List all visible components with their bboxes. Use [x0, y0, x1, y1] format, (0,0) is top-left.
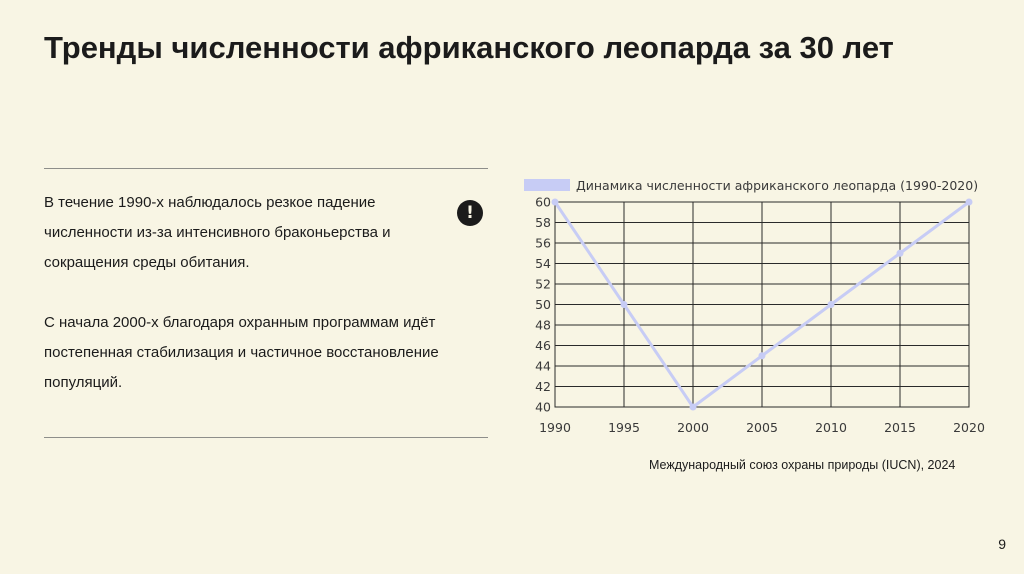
- slide-title: Тренды численности африканского леопарда за 30 лет: [44, 30, 894, 65]
- y-tick-label: 58: [535, 215, 551, 230]
- exclamation-circle-icon: !: [457, 200, 483, 226]
- data-point: [828, 301, 835, 308]
- chart-axes: [535, 195, 985, 436]
- chart-grid: [555, 202, 969, 407]
- y-tick-label: 46: [535, 338, 551, 353]
- source-caption: Международный союз охраны природы (IUCN), 2024: [649, 458, 956, 472]
- text-block: [44, 188, 464, 428]
- y-tick-label: 42: [535, 379, 551, 394]
- x-tick-label: 2020: [953, 420, 985, 435]
- y-tick-label: 60: [535, 194, 551, 210]
- x-tick-label: 1995: [608, 420, 640, 435]
- x-tick-label: 2015: [884, 420, 916, 435]
- x-tick-label: 1990: [539, 420, 571, 435]
- chart-svg: [516, 170, 996, 445]
- x-tick-label: 2005: [746, 420, 778, 435]
- chart-legend: [524, 178, 978, 193]
- y-tick-label: 56: [535, 235, 551, 251]
- x-tick-label: 2010: [815, 420, 847, 435]
- data-point: [690, 404, 697, 411]
- x-tick-label: 2000: [677, 420, 709, 435]
- legend-label: Динамика численности африканского леопарда (1990-2020): [576, 178, 979, 193]
- page-number: 9: [998, 536, 1006, 552]
- data-point: [552, 199, 559, 206]
- data-point: [897, 250, 904, 257]
- paragraph-recovery: С начала 2000-х благодаря охранным программам идёт постепенная стабилизация и частичное восстановление популяций.: [44, 314, 439, 391]
- y-tick-label: 50: [535, 297, 551, 312]
- data-point: [966, 199, 973, 206]
- paragraph-decline: В течение 1990-х наблюдалось резкое падение численности из-за интенсивного браконьерства и сокращения среды обитания.: [44, 194, 391, 271]
- y-tick-label: 40: [535, 399, 551, 415]
- bottom-divider: [44, 437, 488, 438]
- top-divider: [44, 168, 488, 169]
- legend-swatch: [524, 179, 570, 191]
- data-point: [759, 352, 766, 359]
- data-point: [621, 301, 628, 308]
- y-tick-label: 52: [535, 276, 551, 292]
- population-chart: [516, 170, 996, 445]
- y-tick-label: 48: [535, 317, 551, 333]
- y-tick-label: 54: [535, 256, 551, 271]
- y-tick-label: 44: [535, 358, 551, 374]
